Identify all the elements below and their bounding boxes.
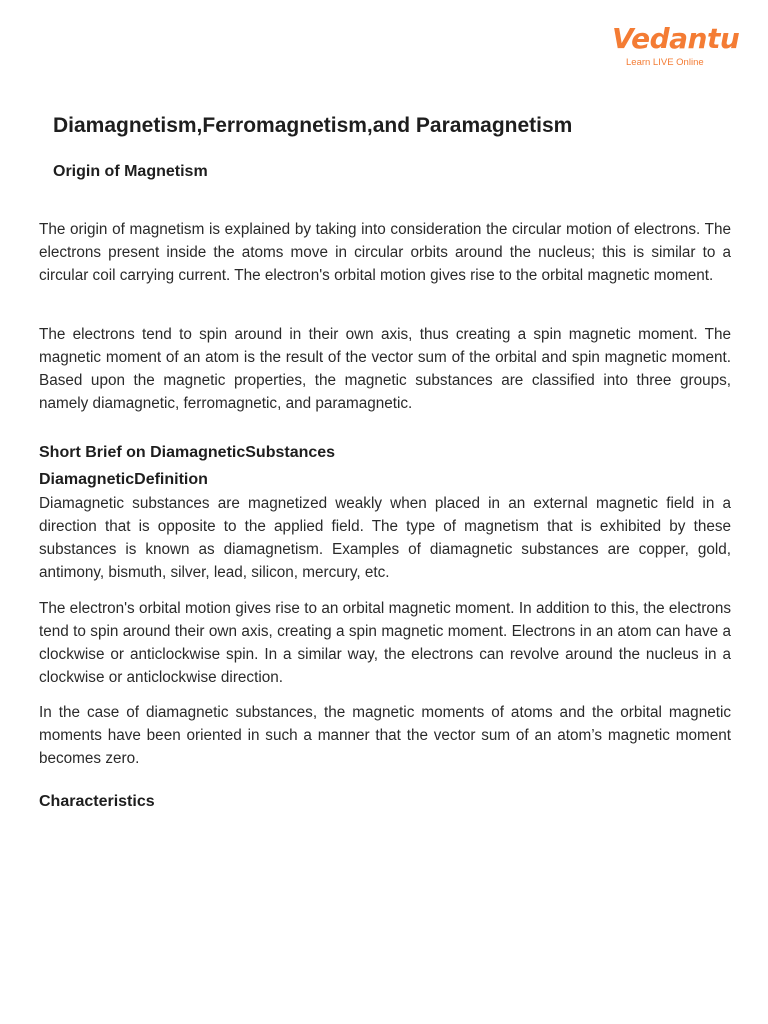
origin-heading: Origin of Magnetism — [53, 163, 208, 180]
document-title: Diamagnetism,Ferromagnetism,and Paramagnetism — [53, 114, 573, 137]
brand-tagline: Learn LIVE Online — [626, 57, 704, 68]
diamagnetic-heading: Short Brief on DiamagneticSubstances — [39, 444, 336, 461]
characteristics-heading: Characteristics — [39, 793, 155, 810]
origin-paragraph-2: The electrons tend to spin around in their own axis, thus creating a spin magnetic moment. The magnetic moment of an atom is the result of the vector sum of the orbital and spin magnetic moment. Based upon the magnetic properties, the magnetic substances are classified into three groups, namely diamagnetic, ferromagnetic, and paramagnetic. — [39, 326, 731, 412]
brand-name: Vedantu — [612, 22, 740, 55]
vedantu-logo — [612, 22, 740, 70]
diamagnetic-paragraph-1: Diamagnetic substances are magnetized weakly when placed in an external magnetic field in a direction that is opposite to the applied field. The type of magnetism that is exhibited by these substances is known as diamagnetism. Examples of diamagnetic substances are copper, gold, antimony, bismuth, silver, lead, silicon, mercury, etc. — [39, 495, 731, 581]
origin-paragraph-1: The origin of magnetism is explained by taking into consideration the circular motion of electrons. The electrons present inside the atoms move in circular orbits around the nucleus; this is similar to a circular coil carrying current. The electron's orbital motion gives rise to the orbital magnetic moment. — [39, 221, 731, 284]
diamagnetic-paragraph-2: The electron's orbital motion gives rise to an orbital magnetic moment. In addition to this, the electrons tend to spin around their own axis, creating a spin magnetic moment. Electrons in an atom can have a clockwise or anticlockwise spin. In a similar way, the electrons can revolve around the nucleus in a clockwise or anticlockwise direction. — [39, 600, 731, 686]
diamagnetic-definition-heading: DiamagneticDefinition — [39, 471, 208, 488]
diamagnetic-paragraph-3: In the case of diamagnetic substances, the magnetic moments of atoms and the orbital magnetic moments have been oriented in such a manner that the vector sum of an atom’s magnetic moment becomes zero. — [39, 704, 731, 767]
